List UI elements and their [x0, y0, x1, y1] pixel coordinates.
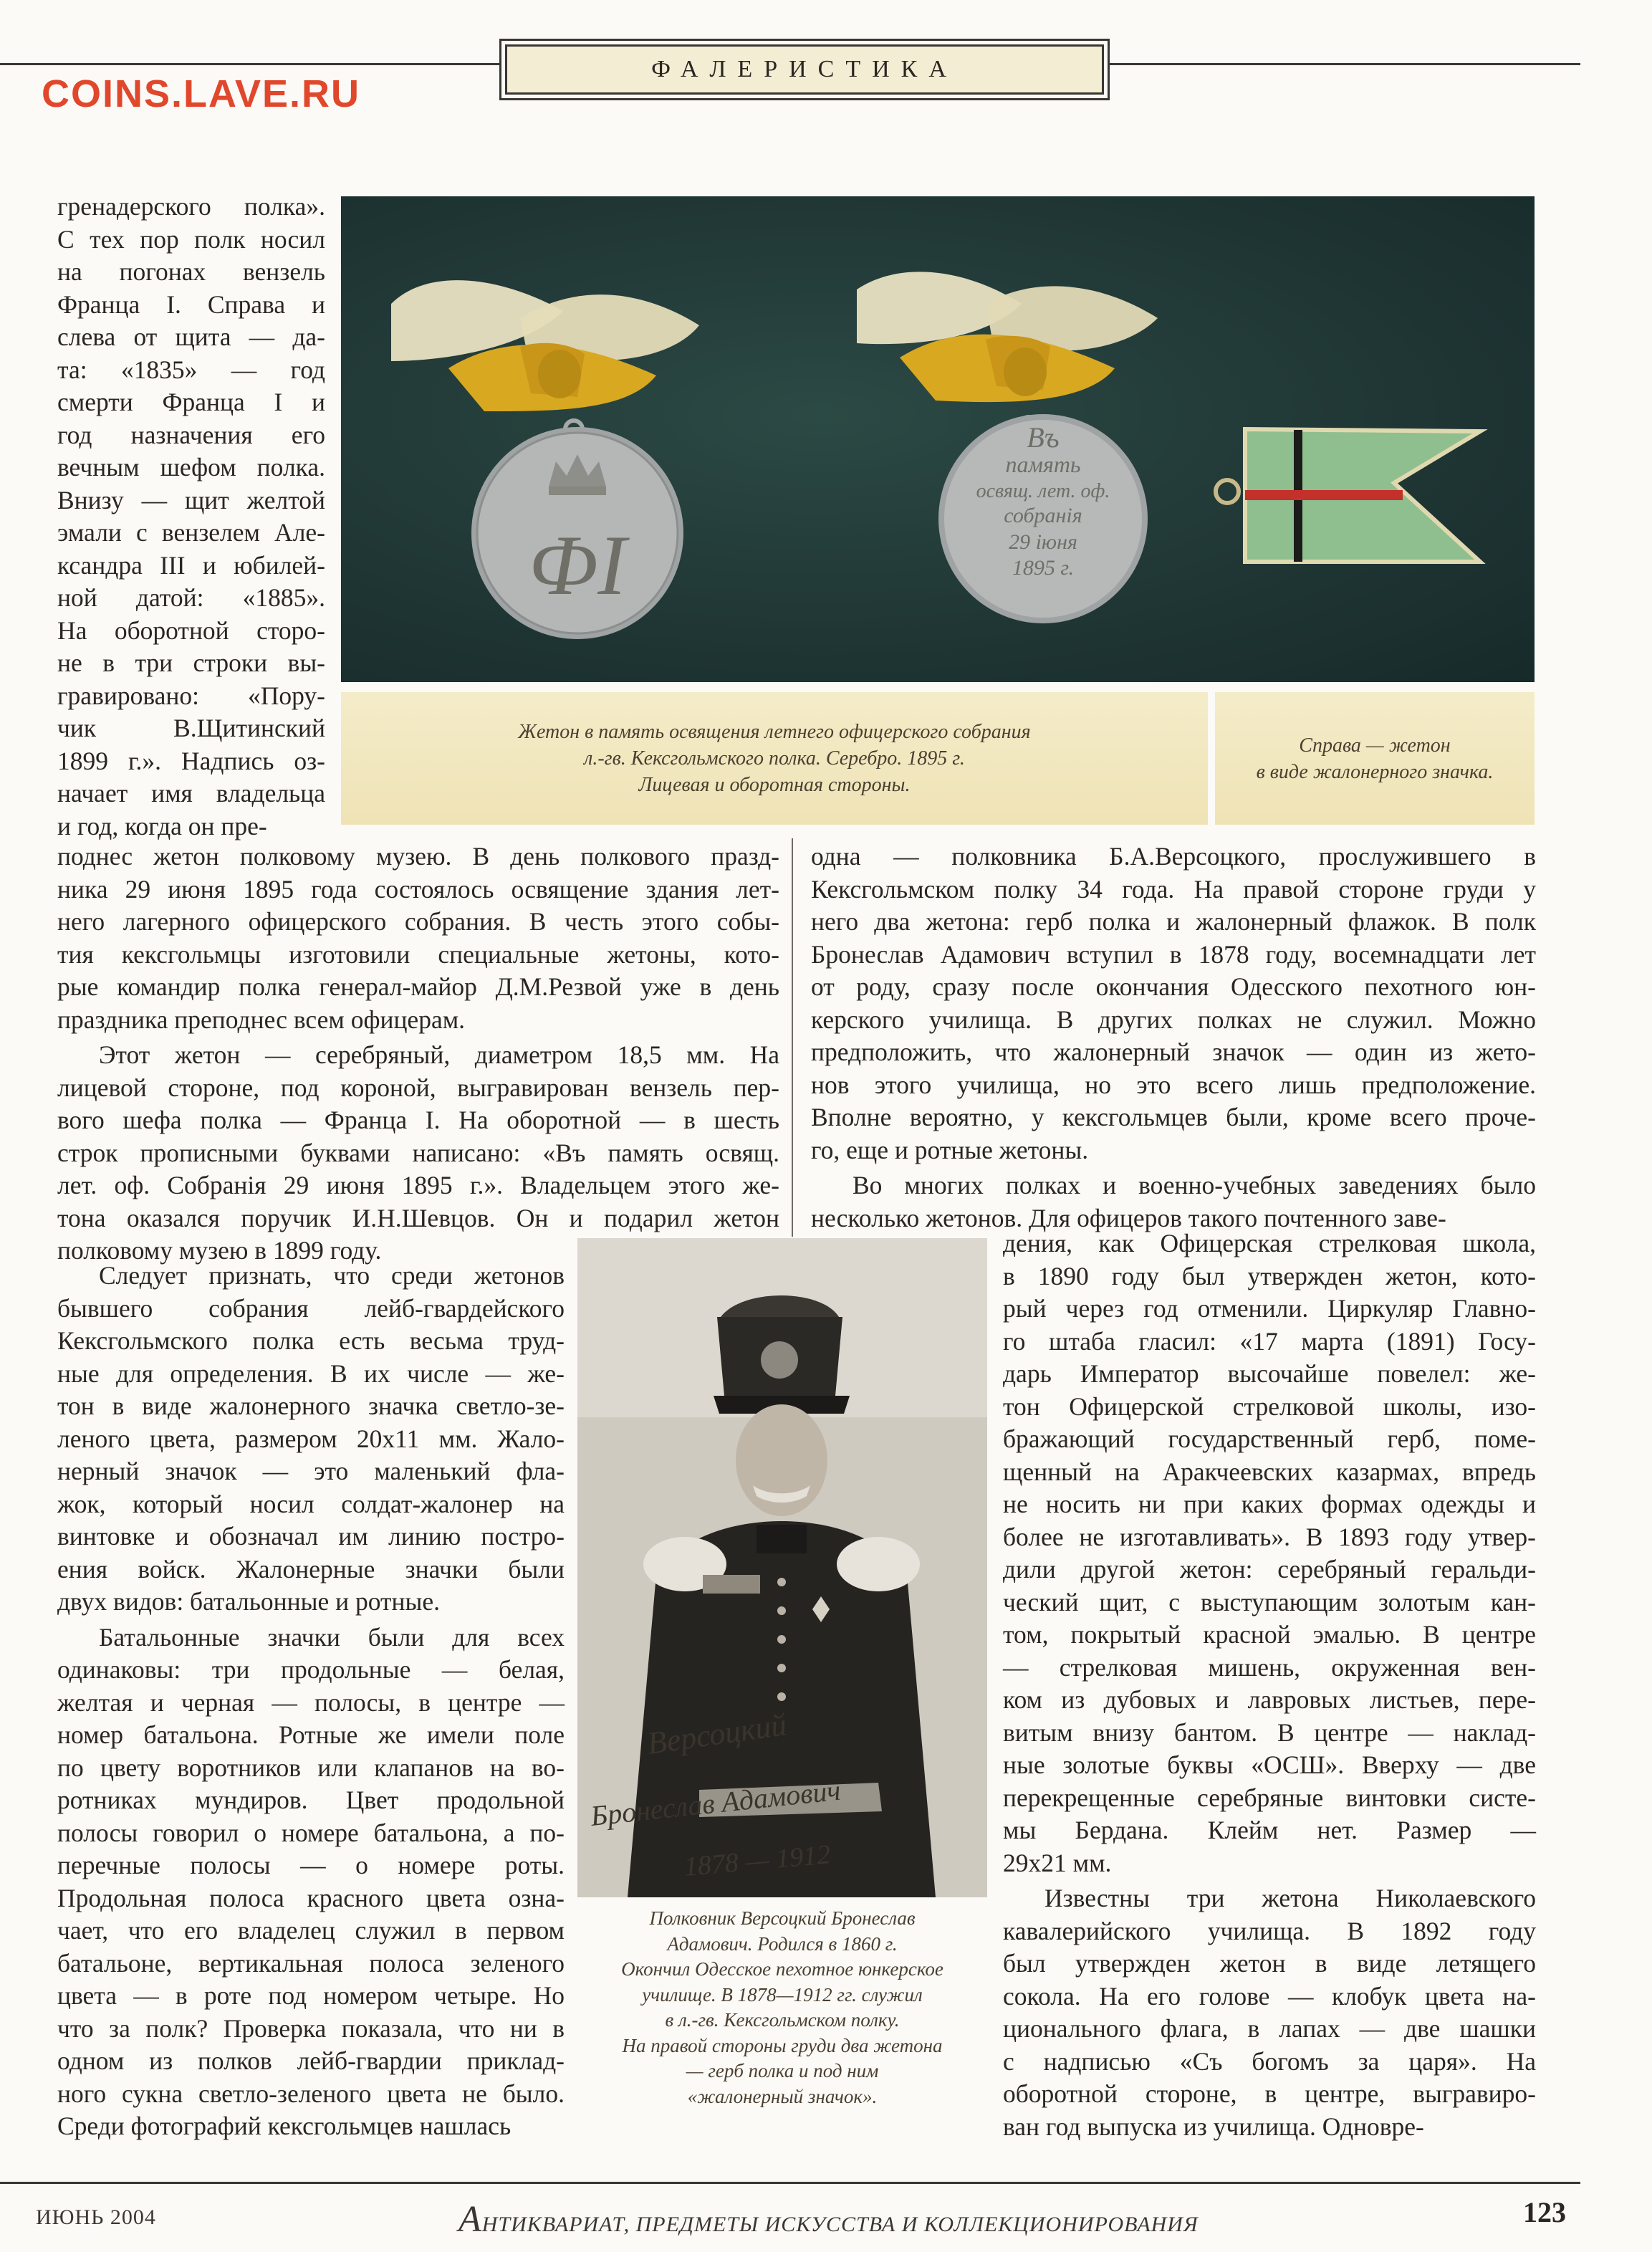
text-line: ные золотые буквы «ОСШ». Вверху — две: [1003, 1750, 1536, 1779]
text-line: тона оказался поручик И.Н.Шевцов. Он и подарил жетон: [57, 1203, 779, 1232]
text-line: более не изготавливать». В 1893 году утвер-: [1003, 1522, 1536, 1551]
text-line: тон Офицерской стрелковой школы, изо-: [1003, 1391, 1536, 1421]
medal-reverse: [938, 414, 1148, 623]
left-column-upper: [57, 840, 779, 1268]
svg-text:освящ. лет. оф.: освящ. лет. оф.: [976, 480, 1110, 502]
text-line: не в три строки вы-: [57, 648, 325, 677]
text-line: Среди фотографий кексгольмцев нашлась: [57, 2112, 512, 2140]
text-line: ные для определения. В их числе — же-: [57, 1359, 565, 1388]
text-line: кавалерийского училища. В 1892 году: [1003, 1916, 1536, 1945]
header-rule-right: [1107, 63, 1580, 65]
text-line: одинаковы: три продольные — белая,: [57, 1655, 565, 1684]
issue-date: ИЮНЬ 2004: [36, 2205, 156, 2229]
text-line: ной датой: «1885».: [57, 583, 325, 612]
text-line: — стрелковая мишень, окруженная вен-: [1003, 1652, 1536, 1682]
text-line: ционального флага, в лапах — две шашки: [1003, 2014, 1536, 2043]
text-line: двух видов: батальонные и ротные.: [57, 1587, 441, 1616]
text-line: полосы говорил о номере батальона, а по-: [57, 1818, 565, 1847]
text-line: несколько жетонов. Для офицеров такого почтенного заве-: [811, 1203, 1446, 1232]
svg-text:Версоцкий: Версоцкий: [645, 1707, 789, 1761]
svg-text:1878 — 1912: 1878 — 1912: [683, 1839, 832, 1882]
text-line: винтовке и обозначал им линию постро-: [57, 1522, 565, 1551]
jalonner-flag-badge: [1216, 429, 1480, 562]
text-line: витым внизу бантом. В центре — наклад-: [1003, 1717, 1536, 1747]
text-line: С тех пор полк носил: [57, 224, 325, 254]
text-line: от роду, сразу после окончания Одесского пехотного юн-: [811, 972, 1536, 1001]
text-line: рые командир полка генерал-майор Д.М.Резвой уже в день: [57, 972, 779, 1001]
text-line: бражающий государственный герб, поме-: [1003, 1424, 1536, 1453]
text-line: дарь Император высочайше повелел: же-: [1003, 1359, 1536, 1388]
svg-text:собранія: собранія: [1004, 504, 1082, 527]
text-line: дения, как Офицерская стрелковая школа,: [1003, 1229, 1536, 1257]
text-line: Этот жетон — серебряный, диаметром 18,5 мм. На: [99, 1040, 779, 1069]
text-line: та: «1835» — год: [57, 355, 325, 384]
right-column-lower: [1003, 1227, 1536, 2143]
text-line: Франца I. Справа и: [57, 289, 325, 319]
text-line: дили другой жетон: серебряный геральди-: [1003, 1555, 1536, 1583]
text-line: что за полк? Проверка показала, что ни в: [57, 2013, 565, 2043]
text-line: лицевой стороне, под короной, выгравирован вензель пер-: [57, 1073, 779, 1102]
text-line: Вполне вероятно, у кексгольмцев были, кроме всего проче-: [811, 1103, 1536, 1131]
text-line: гренадерского полка».: [57, 192, 325, 221]
svg-text:память: память: [1005, 451, 1081, 477]
text-line: бывшего собрания лейб-гвардейского: [57, 1293, 565, 1323]
text-line: Продольная полоса красного цвета озна-: [57, 1883, 565, 1912]
text-line: перекрещенные серебряные винтовки систе-: [1003, 1783, 1536, 1812]
text-line: одном из полков лейб-гвардии приклад-: [57, 2046, 565, 2075]
text-line: нерный значок — это маленький фла-: [57, 1457, 565, 1485]
text-line: гравировано: «Пору-: [57, 681, 325, 710]
text-line: не носить ни при каких формах одежды и: [1003, 1490, 1536, 1518]
top-photo-caption: [341, 692, 1208, 825]
magazine-title-rest: НТИКВАРИАТ, ПРЕДМЕТЫ ИСКУССТВА И КОЛЛЕКЦИОНИРОВАНИЯ: [481, 2213, 1199, 2236]
text-line: по цвету воротников или клапанов на во-: [57, 1753, 565, 1782]
text-line: ротниках мундиров. Цвет продольной: [57, 1786, 565, 1814]
text-line: мы Бердана. Клейм нет. Размер —: [1003, 1816, 1536, 1844]
text-line: начает имя владельца: [57, 779, 325, 808]
text-line: ком из дубовых и лавровых листьев, пере-: [1003, 1685, 1536, 1714]
text-line: На оборотной сторо-: [57, 615, 325, 645]
caption-line: в виде жалонерного значка.: [1256, 760, 1494, 783]
caption-line: Адамович. Родился в 1860 г.: [667, 1932, 898, 1955]
caption-line: Жетон в память освящения летнего офицерского собрания: [518, 721, 1031, 743]
column-divider: [792, 838, 793, 1237]
ribbon-left: [391, 280, 699, 411]
text-line: Известны три жетона Николаевского: [1044, 1884, 1536, 1912]
header-rule-left: [0, 63, 501, 65]
flag-badge-caption: [1215, 692, 1535, 825]
right-column-upper: [811, 840, 1536, 1235]
text-line: ника 29 июня 1895 года состоялось освящение здания лет-: [57, 874, 779, 904]
text-line: и год, когда он пре-: [57, 811, 267, 840]
text-line: год назначения его: [57, 420, 325, 449]
text-line: чик В.Щитинский: [57, 714, 325, 742]
text-line: номер батальона. Ротные же имели поле: [57, 1720, 565, 1749]
svg-text:Въ: Въ: [1027, 421, 1060, 454]
text-line: праздника преподнес всем офицерам.: [57, 1005, 466, 1034]
top-photo-jetons: [341, 196, 1535, 682]
text-line: вечным шефом полка.: [57, 453, 325, 481]
text-line: полковому музею в 1899 году.: [57, 1236, 382, 1265]
svg-text:Бронеслав Адамович: Бронеслав Адамович: [589, 1773, 842, 1832]
text-line: поднес жетон полковому музею. В день полкового празд-: [57, 842, 779, 871]
magazine-title-initial: А: [458, 2199, 482, 2240]
text-line: 29х21 мм.: [1003, 1848, 1112, 1877]
text-line: нов этого училища, но это всего лишь предположение.: [811, 1070, 1536, 1099]
text-line: на погонах вензель: [57, 257, 325, 286]
section-title: ФАЛЕРИСТИКА: [651, 56, 958, 82]
text-line: него лагерного офицерского собрания. В честь этого собы-: [57, 907, 779, 936]
caption-line: училище. В 1878—1912 гг. служил: [642, 1983, 923, 2006]
caption-line: — герб полка и под ним: [686, 2060, 879, 2081]
text-line: 1899 г.». Надпись оз-: [57, 746, 325, 775]
text-line: Батальонные значки были для всех: [99, 1622, 565, 1652]
site-watermark: COINS.LAVE.RU: [42, 72, 361, 115]
text-line: жок, который носил солдат-жалонер на: [57, 1489, 565, 1518]
caption-line: «жалонерный значок».: [687, 2085, 878, 2107]
text-line: ения войск. Жалонерные значки были: [57, 1554, 565, 1583]
text-line: строк прописными буквами написано: «Въ память освящ.: [57, 1138, 779, 1167]
caption-line: На правой стороны груди два жетона: [622, 2034, 943, 2056]
text-line: вого шефа полка — Франца I. На оборотной — в шесть: [57, 1106, 779, 1134]
svg-text:ФI: ФI: [528, 517, 627, 613]
text-line: Во многих полках и военно-учебных заведениях было: [853, 1171, 1536, 1199]
text-line: батальоне, вертикальная полоса зеленого: [57, 1948, 565, 1978]
text-line: лет. оф. Собранія 29 июня 1895 г.». Владельцем этого же-: [57, 1171, 779, 1199]
text-line: леного цвета, размером 20х11 мм. Жало-: [57, 1424, 565, 1453]
text-line: го штаба гласил: «17 марта (1891) Госу-: [1003, 1326, 1536, 1356]
svg-text:29 іюня: 29 іюня: [1009, 530, 1077, 554]
caption-line: Полковник Версоцкий Бронеслав: [649, 1907, 916, 1929]
text-line: слева от щита — да-: [57, 322, 325, 351]
text-line: Следует признать, что среди жетонов: [99, 1261, 565, 1290]
portrait-caption: [577, 1906, 987, 2109]
text-line: эмали с вензелем Але-: [57, 518, 325, 547]
text-line: сокола. На его голове — клобук цвета на-: [1003, 1981, 1536, 2011]
text-line: Кексгольмском полку 34 года. На правой стороне груди у: [811, 874, 1536, 904]
text-line: керского училища. В других полках не служил. Можно: [811, 1005, 1536, 1034]
text-line: предположить, что жалонерный значок — один из жето-: [811, 1038, 1536, 1066]
text-line: него два жетона: герб полка и жалонерный флажок. В полк: [811, 907, 1536, 936]
text-line: ного сукна светло-зеленого цвета не было.: [57, 2079, 565, 2108]
left-column-lower: [57, 1260, 565, 2143]
text-line: оборотной стороне, в центре, выгравиро-: [1003, 2079, 1536, 2108]
text-line: ван год выпуска из училища. Одновре-: [1003, 2112, 1424, 2141]
text-line: рый через год отменили. Циркуляр Главно-: [1003, 1294, 1536, 1323]
text-line: тон в виде жалонерного значка светло-зе-: [57, 1391, 565, 1420]
text-line: цвета — в роте под номером четыре. Но: [57, 1981, 565, 2010]
medal-obverse: [471, 421, 683, 639]
magazine-title: [458, 2198, 1199, 2241]
text-line: Внизу — щит желтой: [57, 485, 325, 514]
text-line: тия кексгольмцы изготовили специальные жетоны, кото-: [57, 939, 779, 969]
text-line: с надписью «Съ богомъ за царя». На: [1003, 2046, 1536, 2076]
text-line: одна — полковника Б.А.Версоцкого, прослужившего в: [811, 842, 1536, 871]
text-line: ческий щит, с выступающим золотым кан-: [1003, 1587, 1536, 1616]
text-line: щенный на Аракчеевских казармах, впредь: [1003, 1457, 1536, 1486]
text-line: ксандра III и юбилей-: [57, 550, 325, 580]
text-line: перечные полосы — о номере роты.: [57, 1851, 565, 1879]
text-line: смерти Франца I и: [57, 388, 325, 416]
portrait-photo: [577, 1238, 987, 1897]
text-line: Бронеслав Адамович вступил в 1878 году, восемнадцати лет: [811, 939, 1536, 969]
ribbon-right: [857, 272, 1158, 402]
text-line: в 1890 году был утвержден жетон, кото-: [1003, 1261, 1536, 1290]
page-number: 123: [1523, 2196, 1566, 2228]
caption-line: Лицевая и оборотная стороны.: [638, 774, 911, 796]
text-line: том, покрытый красной эмалью. В центре: [1003, 1620, 1536, 1649]
svg-text:1895 г.: 1895 г.: [1012, 556, 1075, 580]
text-line: Кексгольмского полка есть весьма труд-: [57, 1326, 565, 1355]
left-narrow-column: [57, 191, 325, 843]
text-line: го, еще и ротные жетоны.: [811, 1135, 1089, 1164]
caption-line: в л.-гв. Кексгольмском полку.: [665, 2009, 900, 2031]
caption-line: л.-гв. Кексгольмского полка. Серебро. 1895 г.: [584, 747, 965, 770]
caption-line: Окончил Одесское пехотное юнкерское: [621, 1958, 943, 1980]
footer-rule-left: [0, 2182, 1580, 2184]
text-line: был утвержден жетон в виде летящего: [1003, 1949, 1536, 1978]
text-line: желтая и черная — полосы, в центре —: [57, 1687, 565, 1717]
text-line: чает, что его владелец служил в первом: [57, 1916, 565, 1945]
section-banner: [505, 44, 1104, 95]
caption-line: Справа — жетон: [1299, 734, 1451, 757]
